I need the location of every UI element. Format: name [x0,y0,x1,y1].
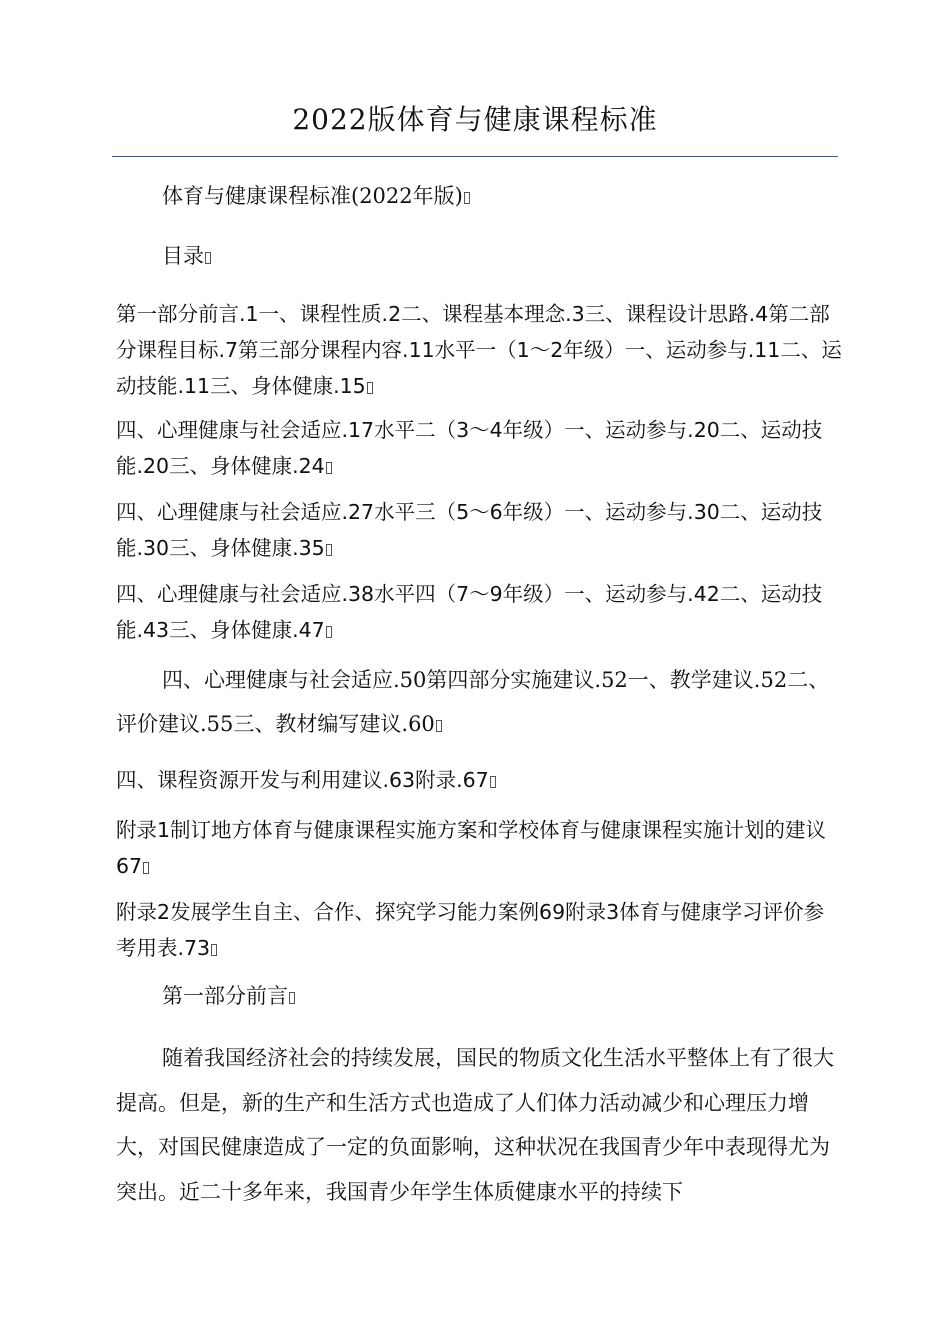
toc-entry: 第一部分前言.1一、课程性质.2二、课程基本理念.3三、课程设计思路.4第二部分课程目标.7第三部分课程内容.11水平一（1～2年级）一、运动参与.11二、运动技能.11三、身体健康.15 [116,302,842,398]
paragraph-mark-icon [289,992,295,1004]
section-heading: 第一部分前言 [162,984,288,1008]
toc-entry: 四、课程资源开发与利用建议.63附录.67 [116,762,838,798]
paragraph-mark-icon [436,720,442,732]
paragraph-mark-icon [490,776,496,788]
toc-entry: 附录1制订地方体育与健康课程实施方案和学校体育与健康课程实施计划的建议67 [116,818,827,878]
paragraph-mark-icon [326,544,332,556]
paragraph-mark-icon [326,462,332,474]
toc-entry: 附录2发展学生自主、合作、探究学习能力案例69附录3体育与健康学习评价参考用表.73 [116,900,825,960]
paragraph-mark-icon [143,862,149,874]
subtitle-paragraph [116,176,838,216]
subtitle-text: 体育与健康课程标准(2022年版) [162,184,463,208]
section-heading-paragraph [116,976,838,1016]
document-title: 2022版体育与健康课程标准 [292,103,658,136]
paragraph-mark-icon [211,944,217,956]
title-divider [112,156,838,157]
paragraph-mark-icon [464,192,470,204]
paragraph-mark-icon [367,382,373,394]
toc-entry: 四、心理健康与社会适应.50第四部分实施建议.52一、教学建议.52二、评价建议.55三、教材编写建议.60 [116,668,830,736]
toc-entry: 四、心理健康与社会适应.38水平四（7～9年级）一、运动参与.42二、运动技能.43三、身体健康.47 [116,582,823,642]
paragraph-mark-icon [205,252,211,264]
paragraph-mark-icon [326,626,332,638]
toc-heading-paragraph [116,236,838,276]
toc-entry: 四、心理健康与社会适应.27水平三（5～6年级）一、运动参与.30二、运动技能.30三、身体健康.35 [116,500,823,560]
body-paragraph: 随着我国经济社会的持续发展，国民的物质文化生活水平整体上有了很大提高。但是，新的生产和生活方式也造成了人们体力活动减少和心理压力增大，对国民健康造成了一定的负面影响，这种状况在我国青少年中表现得尤为突出。近二十多年来，我国青少年学生体质健康水平的持续下 [116,1046,834,1204]
toc-entry: 四、心理健康与社会适应.17水平二（3～4年级）一、运动参与.20二、运动技能.20三、身体健康.24 [116,418,823,478]
toc-heading: 目录 [162,244,204,268]
